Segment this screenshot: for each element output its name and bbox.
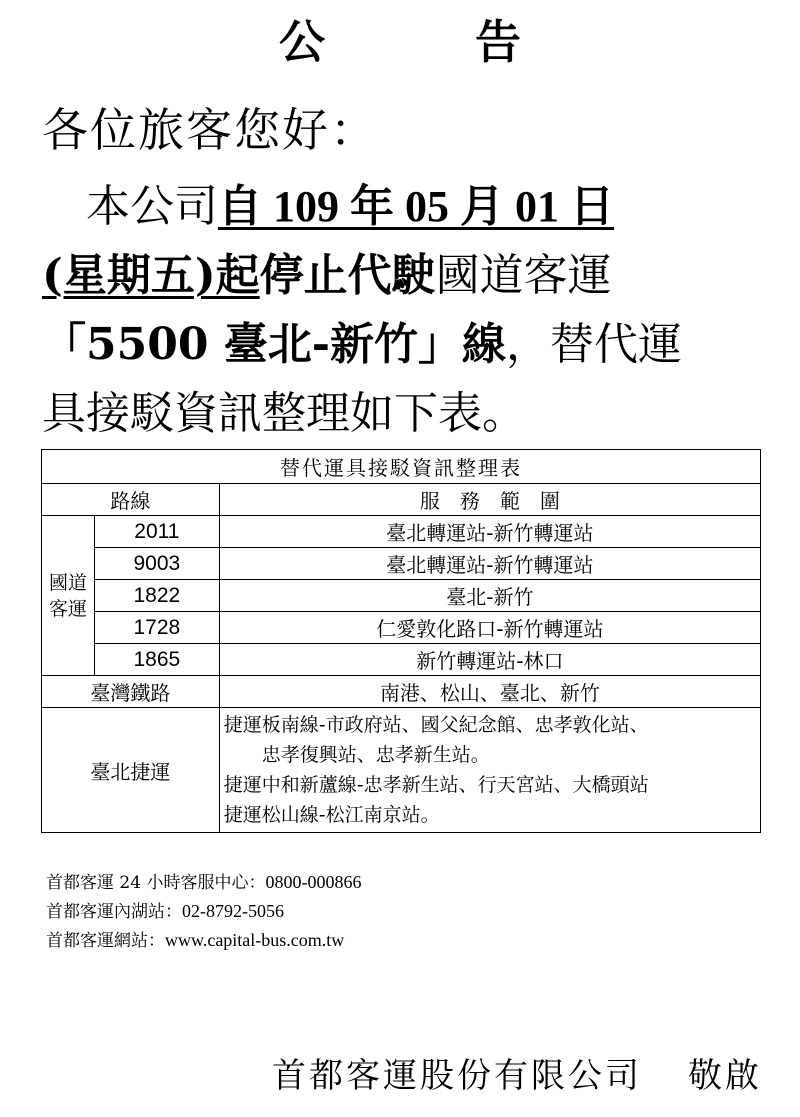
closing-text: 敬啟 bbox=[688, 1056, 762, 1096]
body-line-3 bbox=[42, 310, 762, 379]
notice-title: 公告 bbox=[279, 15, 671, 69]
mrt-line-text: 捷運中和新蘆線-忠孝新生站、行天宮站、大橋頭站 bbox=[223, 774, 649, 796]
route-number: 1822 bbox=[94, 580, 219, 612]
route-number: 1865 bbox=[94, 644, 219, 676]
body-text-plain: 本公司 bbox=[42, 181, 218, 232]
hotline-number: 0800-000866 bbox=[265, 872, 362, 892]
weekday-start: (星期五)起 bbox=[42, 250, 260, 301]
header-service-range: 服 務 範 圍 bbox=[219, 484, 760, 516]
stop-service-text: 停止代駛 bbox=[259, 250, 436, 301]
mrt-line-text: 捷運松山線-松江南京站。 bbox=[223, 804, 440, 826]
neihu-label: 首都客運內湖站： bbox=[46, 902, 182, 922]
body-line-2 bbox=[42, 241, 762, 310]
body-line-4 bbox=[42, 379, 762, 448]
body-line-1 bbox=[42, 172, 762, 241]
signature bbox=[272, 1052, 762, 1100]
route-service: 臺北轉運站-新竹轉運站 bbox=[219, 548, 760, 580]
hotline-row bbox=[46, 868, 361, 897]
header-route: 路線 bbox=[42, 484, 220, 516]
website-row bbox=[46, 926, 361, 955]
railway-service: 南港、松山、臺北、新竹 bbox=[219, 676, 760, 708]
highway-bus-group-label bbox=[42, 516, 95, 676]
neihu-row bbox=[46, 897, 361, 926]
contact-info bbox=[46, 868, 361, 955]
mrt-line-text: 忠孝復興站、忠孝新生站。 bbox=[223, 744, 490, 766]
hotline-label: 首都客運 24 小時客服中心： bbox=[46, 873, 266, 893]
neihu-phone: 02-8792-5056 bbox=[182, 901, 284, 921]
route-name: 「5500 臺北-新竹」線 bbox=[42, 319, 507, 370]
group-label-line: 國道 bbox=[48, 571, 87, 594]
website-url: www.capital-bus.com.tw bbox=[165, 930, 345, 950]
mrt-service bbox=[219, 708, 760, 833]
alternative-transport-table bbox=[41, 449, 761, 833]
route-service: 臺北轉運站-新竹轉運站 bbox=[219, 516, 760, 548]
company-name: 首都客運股份有限公司 bbox=[272, 1056, 642, 1096]
greeting: 各位旅客您好： bbox=[42, 103, 378, 157]
website-label: 首都客運網站： bbox=[46, 931, 165, 951]
body-text-plain: 具接駁資訊整理如下表。 bbox=[42, 388, 526, 439]
body-text-plain: 國道客運 bbox=[435, 250, 612, 301]
mrt-label: 臺北捷運 bbox=[42, 708, 220, 833]
route-service: 仁愛敦化路口-新竹轉運站 bbox=[219, 612, 760, 644]
route-number: 9003 bbox=[94, 548, 219, 580]
railway-label: 臺灣鐵路 bbox=[42, 676, 220, 708]
route-service: 臺北-新竹 bbox=[219, 580, 760, 612]
route-service: 新竹轉運站-林口 bbox=[219, 644, 760, 676]
route-number: 2011 bbox=[94, 516, 219, 548]
notice-body bbox=[42, 172, 762, 448]
route-number: 1728 bbox=[94, 612, 219, 644]
mrt-line-text: 捷運板南線-市政府站、國父紀念館、忠孝敦化站、 bbox=[223, 714, 649, 736]
group-label-line: 客運 bbox=[48, 597, 87, 620]
effective-date: 自 109 年 05 月 01 日 bbox=[218, 182, 614, 231]
body-text-plain: ，替代運 bbox=[506, 319, 683, 370]
table-caption: 替代運具接駁資訊整理表 bbox=[42, 450, 761, 484]
